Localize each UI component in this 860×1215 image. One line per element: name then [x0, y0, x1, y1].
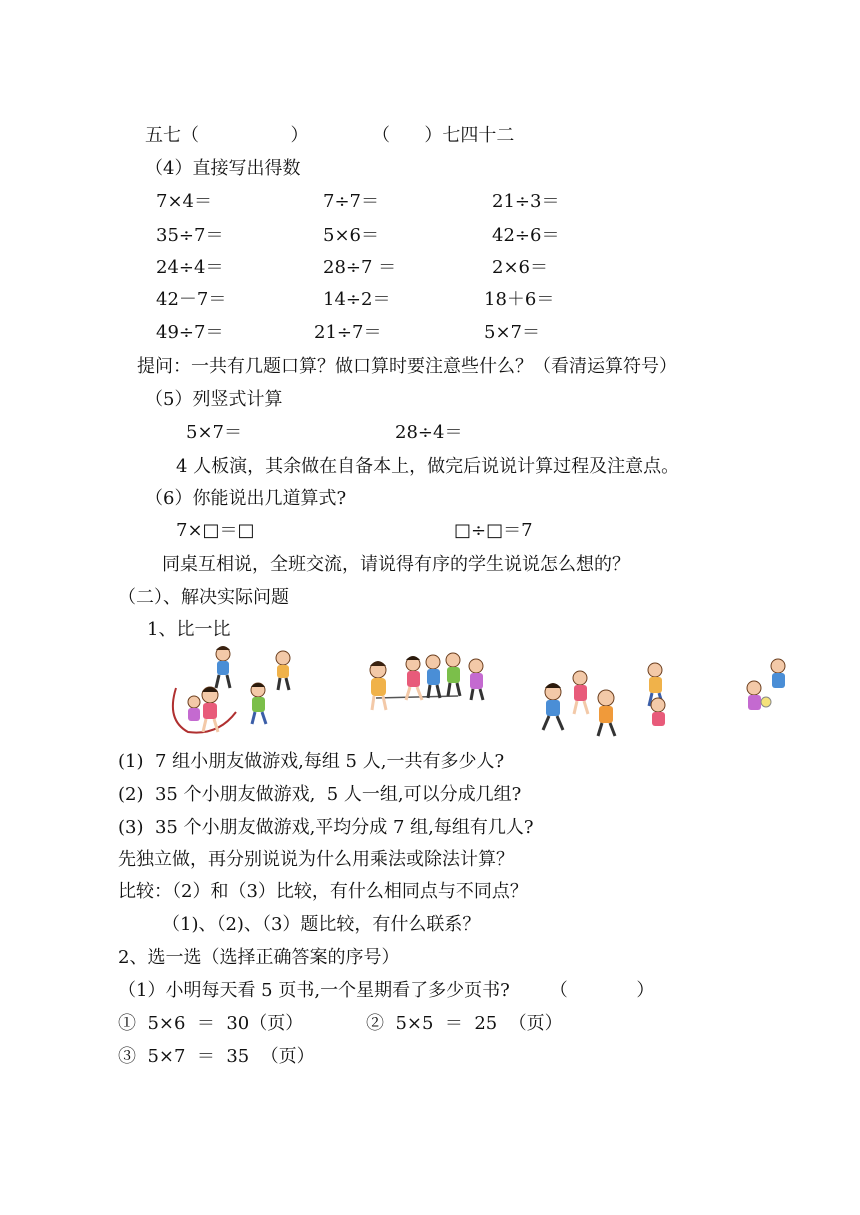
- math-item: 14÷2＝: [323, 289, 391, 310]
- math-item: 49÷7＝: [156, 322, 224, 343]
- choice-option-2: ② 5×5 ＝ 25 （页）: [366, 1013, 563, 1034]
- children-playing-illustration: [128, 640, 800, 740]
- circle-game-group: [543, 663, 665, 736]
- math-item: 28÷7 ＝: [323, 257, 397, 278]
- math-item: 21÷7＝: [314, 322, 382, 343]
- part2-heading: （二）、解决实际问题: [118, 587, 289, 608]
- word-problem-1: (1) 7 组小朋友做游戏,每组 5 人,一共有多少人?: [118, 751, 505, 772]
- math-item: 42－7＝: [156, 289, 227, 310]
- elastic-rope-group: [370, 653, 483, 710]
- instruction-independent: 先独立做，再分别说说为什么用乘法或除法计算？: [118, 849, 514, 870]
- section4-question: 提问：一共有几题口算？做口算时要注意些什么？（看清运算符号）: [137, 356, 677, 377]
- math-item: 35÷7＝: [156, 225, 224, 246]
- section6-heading: （6）你能说出几道算式?: [145, 488, 347, 509]
- choice-option-1: ① 5×6 ＝ 30（页）: [118, 1013, 304, 1034]
- blank-multiplication-left: 五七（ ）: [145, 125, 309, 146]
- math-item: 5×6＝: [323, 225, 379, 246]
- math-item: 24÷4＝: [156, 257, 224, 278]
- math-item: 7×4＝: [156, 191, 212, 212]
- word-problem-2: (2) 35 个小朋友做游戏, 5 人一组,可以分成几组?: [118, 784, 522, 805]
- vertical-calc-item: 5×7＝: [186, 422, 242, 443]
- math-item: 42÷6＝: [492, 225, 560, 246]
- instruction-relation: （1)、（2)、（3）题比较，有什么联系？: [162, 914, 481, 935]
- vertical-calc-item: 28÷4＝: [395, 422, 463, 443]
- choice-question: （1）小明每天看 5 页书,一个星期看了多少页书? （ ）: [118, 980, 655, 1001]
- jump-rope-group: [173, 646, 290, 733]
- instruction-compare: 比较：（2）和（3）比较，有什么相同点与不同点？: [118, 881, 528, 902]
- math-item: 18＋6＝: [484, 289, 555, 310]
- section5-note: 4 人板演，其余做在自备本上，做完后说说计算过程及注意点。: [176, 456, 680, 477]
- equation-item: □÷□＝7: [454, 520, 533, 541]
- choose-subheading: 2、选一选（选择正确答案的序号）: [118, 947, 400, 968]
- blank-multiplication-right: （ ）七四十二: [372, 125, 515, 146]
- choice-option-3: ③ 5×7 ＝ 35 （页）: [118, 1046, 315, 1067]
- ball-game-group: [747, 659, 785, 710]
- word-problem-3: (3) 35 个小朋友做游戏,平均分成 7 组,每组有几人?: [118, 817, 534, 838]
- math-item: 5×7＝: [484, 322, 540, 343]
- section4-heading: （4）直接写出得数: [145, 158, 301, 179]
- math-item: 2×6＝: [492, 257, 548, 278]
- equation-item: 7×□＝□: [176, 520, 255, 541]
- math-item: 21÷3＝: [492, 191, 560, 212]
- section5-heading: （5）列竖式计算: [145, 389, 283, 410]
- section6-note: 同桌互相说，全班交流，请说得有序的学生说说怎么想的？: [162, 554, 630, 575]
- compare-subheading: 1、比一比: [147, 619, 231, 640]
- math-item: 7÷7＝: [323, 191, 379, 212]
